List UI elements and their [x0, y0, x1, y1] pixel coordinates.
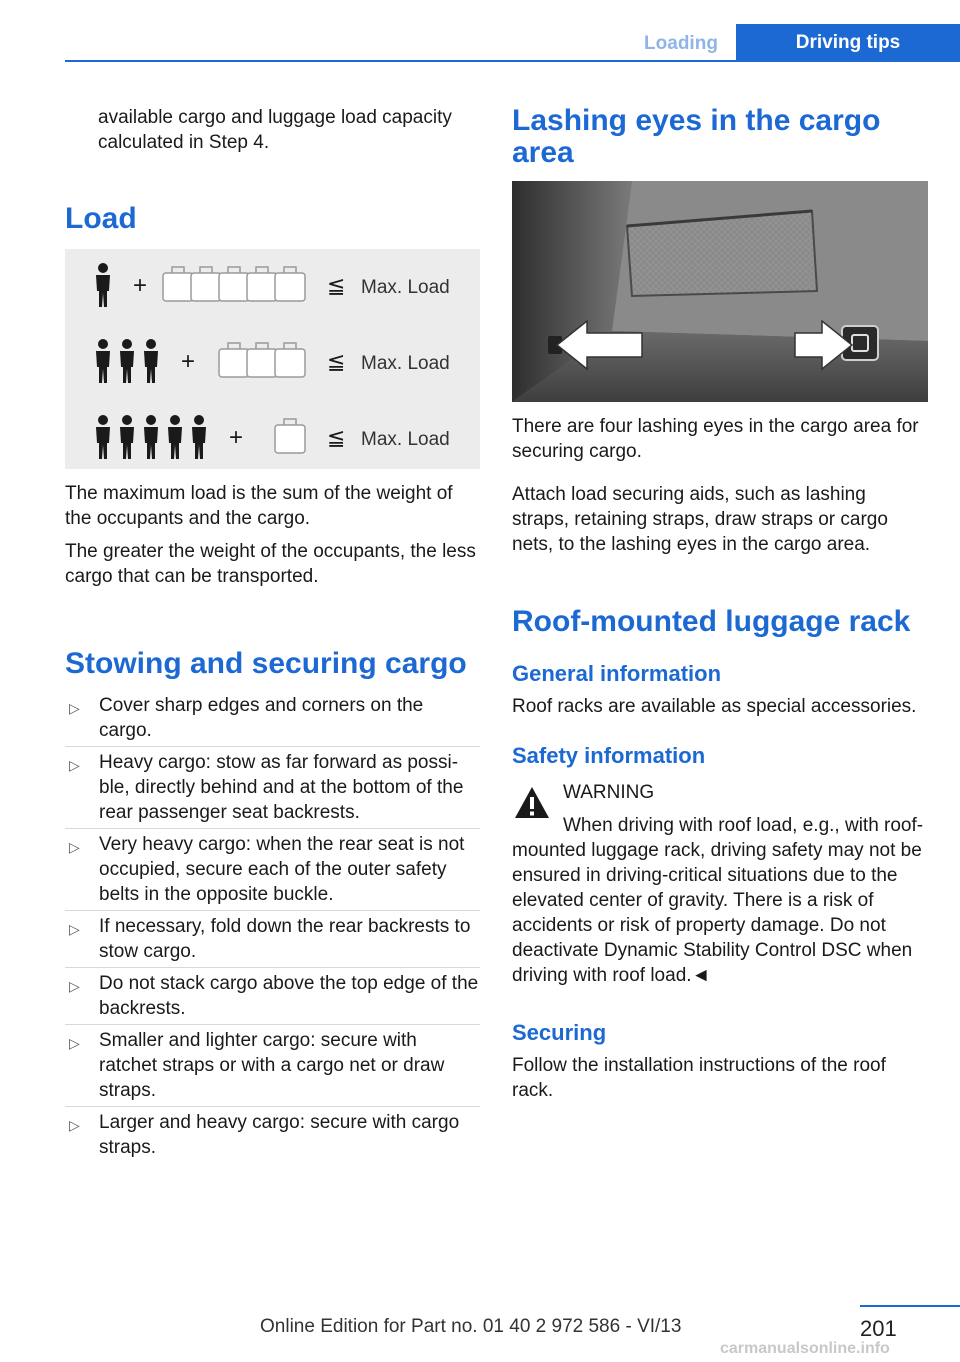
- bullet-triangle-icon: ▷: [69, 839, 80, 855]
- bullet-separator: [65, 1024, 480, 1025]
- header-rule: [65, 60, 960, 62]
- leq-sign: ≦: [327, 426, 346, 451]
- bullet-triangle-icon: ▷: [69, 700, 80, 716]
- intro-text: available cargo and luggage load capacity calculated in Step 4.: [98, 107, 452, 153]
- cargo-area-illustration: [512, 181, 928, 402]
- footer-rule: [860, 1305, 960, 1307]
- person-icon: [96, 339, 110, 383]
- load-heading: Load: [65, 202, 137, 235]
- luggage-icon: [275, 267, 305, 301]
- header-tab-loading: Loading: [644, 33, 718, 54]
- bullet-text: If necessary, fold down the rear backrests to stow cargo.: [99, 916, 471, 962]
- bullet-text: Do not stack cargo above the top edge of the backrests.: [99, 973, 479, 1019]
- load-para-2: The greater the weight of the occupants, the less cargo that can be transported.: [65, 541, 476, 587]
- person-icon: [96, 263, 110, 307]
- roof-heading: Roof-mounted luggage rack: [512, 605, 911, 638]
- warning-text: When driving with roof load, e.g., with roof-mounted luggage rack, driving safety may not be ensured in driving-critical situations due to the elevated center of gravity. There is a risk of accidents or risk of property damage. Do not deactivate Dynamic Stability Control DSC when driving with roof load.◄: [512, 815, 924, 986]
- max-load-label: Max. Load: [361, 277, 450, 298]
- bullet-text: Larger and heavy cargo: secure with cargo straps.: [99, 1112, 460, 1158]
- edition-text: Online Edition for Part no. 01 40 2 972 586 - VI/13: [260, 1316, 682, 1337]
- stowing-bullet-list: [65, 693, 480, 1167]
- luggage-icon: [163, 267, 193, 301]
- securing-text: Follow the installation instructions of the roof rack.: [512, 1055, 886, 1101]
- plus-sign: +: [181, 348, 196, 375]
- watermark-text: carmanualsonline.info: [720, 1340, 890, 1357]
- load-row: [96, 415, 450, 459]
- plus-sign: +: [229, 424, 244, 451]
- general-info-text: Roof racks are available as special accessories.: [512, 696, 917, 717]
- stowing-bullet-item: [65, 693, 480, 743]
- bullet-triangle-icon: ▷: [69, 1117, 80, 1133]
- header-tab-driving-tips: Driving tips: [736, 24, 960, 62]
- page-number: 201: [860, 1316, 897, 1341]
- bullet-text: Heavy cargo: stow as far forward as possible, directly behind and at the bottom of the rear passenger seat backrests.: [99, 752, 464, 823]
- warning-title: WARNING: [563, 782, 655, 803]
- luggage-icon: [191, 267, 221, 301]
- bullet-triangle-icon: ▷: [69, 1035, 80, 1051]
- load-row: [96, 263, 450, 307]
- stowing-bullet-item: [65, 971, 480, 1021]
- bullet-separator: [65, 828, 480, 829]
- luggage-icon: [275, 343, 305, 377]
- stowing-bullet-item: [65, 1028, 480, 1103]
- luggage-icon: [247, 343, 277, 377]
- lashing-para-1: There are four lashing eyes in the cargo area for securing cargo.: [512, 416, 919, 462]
- load-para-1: The maximum load is the sum of the weight of the occupants and the cargo.: [65, 483, 453, 529]
- leq-sign: ≦: [327, 274, 346, 299]
- leq-sign: ≦: [327, 350, 346, 375]
- bullet-triangle-icon: ▷: [69, 921, 80, 937]
- bullet-triangle-icon: ▷: [69, 757, 80, 773]
- safety-info-heading: Safety information: [512, 743, 706, 768]
- luggage-icon: [247, 267, 277, 301]
- lashing-heading: Lashing eyes in the cargo area: [512, 104, 881, 169]
- stowing-heading: Stowing and securing cargo: [65, 647, 467, 680]
- stowing-bullet-item: [65, 914, 480, 964]
- bullet-separator: [65, 1106, 480, 1107]
- lashing-para-2: Attach load securing aids, such as lashing straps, retaining straps, draw straps or cargo nets, to the lashing eyes in the cargo area.: [512, 484, 888, 555]
- person-icon: [144, 415, 158, 459]
- max-load-label: Max. Load: [361, 429, 450, 450]
- stowing-bullet-item: [65, 1110, 480, 1160]
- person-icon: [120, 415, 134, 459]
- load-diagram: [65, 249, 480, 469]
- bullet-separator: [65, 746, 480, 747]
- general-info-heading: General information: [512, 661, 722, 686]
- luggage-icon: [219, 267, 249, 301]
- luggage-icon: [275, 419, 305, 453]
- plus-sign: +: [133, 272, 148, 299]
- stowing-bullet-item: [65, 832, 480, 907]
- person-icon: [144, 339, 158, 383]
- load-row: [96, 339, 450, 383]
- person-icon: [192, 415, 206, 459]
- load-figure: [65, 249, 480, 469]
- luggage-icon: [219, 343, 249, 377]
- cargo-area-photo: [512, 181, 928, 402]
- securing-heading: Securing: [512, 1020, 607, 1045]
- bullet-separator: [65, 967, 480, 968]
- max-load-label: Max. Load: [361, 353, 450, 374]
- person-icon: [168, 415, 182, 459]
- stowing-bullet-item: [65, 750, 480, 825]
- person-icon: [96, 415, 110, 459]
- bullet-triangle-icon: ▷: [69, 978, 80, 994]
- bullet-text: Smaller and lighter cargo: secure with ratchet straps or with a cargo net or draw straps.: [99, 1030, 445, 1101]
- bullet-text: Cover sharp edges and corners on the cargo.: [99, 695, 424, 741]
- bullet-text: Very heavy cargo: when the rear seat is not occupied, secure each of the outer safety belts in the opposite buckle.: [99, 834, 465, 905]
- bullet-separator: [65, 910, 480, 911]
- person-icon: [120, 339, 134, 383]
